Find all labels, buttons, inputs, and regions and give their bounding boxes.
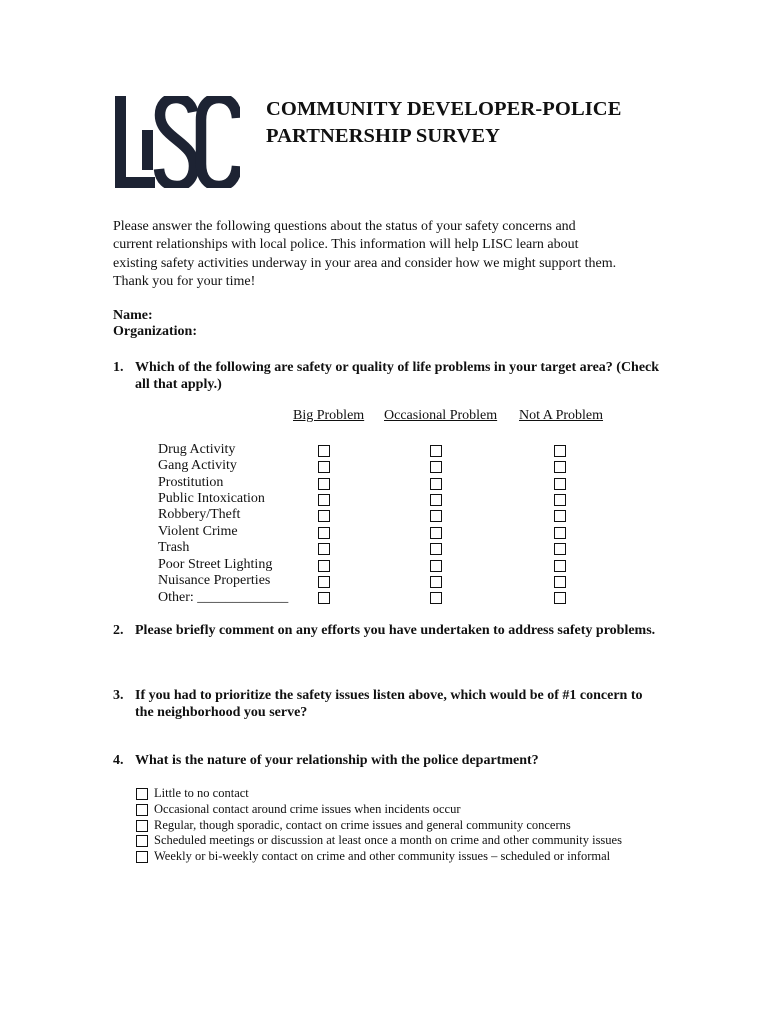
checkbox-gang-occasional[interactable] [430, 461, 442, 473]
question-number: 4. [113, 753, 124, 768]
checkbox-trash-not[interactable] [554, 543, 566, 555]
question-1-text: Which of the following are safety or quality of life problems in your target area? (Check [135, 360, 660, 375]
problem-label-trash: Trash [158, 540, 190, 555]
problem-label-other: Other: _____________ [158, 590, 289, 605]
relationship-option-label: Little to no contact [154, 786, 249, 800]
problem-label-robbery-theft: Robbery/Theft [158, 507, 241, 522]
checkbox-drug-big[interactable] [318, 445, 330, 457]
title-line-1: COMMUNITY DEVELOPER-POLICE [266, 98, 622, 120]
checkbox-intoxication-not[interactable] [554, 494, 566, 506]
problem-label-nuisance-properties: Nuisance Properties [158, 573, 271, 588]
problem-label-prostitution: Prostitution [158, 475, 224, 490]
question-3-text-cont: the neighborhood you serve? [135, 705, 308, 720]
checkbox-violent-big[interactable] [318, 527, 330, 539]
checkbox-gang-big[interactable] [318, 461, 330, 473]
checkbox-relationship-scheduled[interactable] [136, 835, 148, 847]
column-header-occasional-problem: Occasional Problem [384, 408, 498, 423]
organization-field-label: Organization: [113, 324, 197, 339]
question-1 [113, 359, 659, 393]
question-number: 3. [113, 688, 124, 703]
question-2 [113, 622, 655, 639]
column-header-not-a-problem: Not A Problem [519, 408, 604, 423]
intro-paragraph [113, 218, 673, 291]
checkbox-other-big[interactable] [318, 592, 330, 604]
question-number: 2. [113, 623, 124, 638]
checkbox-robbery-big[interactable] [318, 510, 330, 522]
checkbox-trash-occasional[interactable] [430, 543, 442, 555]
relationship-option-label: Regular, though sporadic, contact on crime issues and general community concerns [154, 818, 571, 832]
intro-line: Thank you for your time! [113, 273, 256, 289]
checkbox-lighting-not[interactable] [554, 560, 566, 572]
intro-line: current relationships with local police. This information will help LISC learn about [113, 237, 579, 253]
checkbox-robbery-not[interactable] [554, 510, 566, 522]
checkbox-prostitution-not[interactable] [554, 478, 566, 490]
checkbox-violent-not[interactable] [554, 527, 566, 539]
name-field-label: Name: [113, 308, 153, 323]
question-number: 1. [113, 360, 124, 375]
intro-line: existing safety activities underway in your area and consider how we might support them. [113, 255, 617, 271]
checkbox-other-not[interactable] [554, 592, 566, 604]
checkbox-relationship-regular[interactable] [136, 820, 148, 832]
question-4 [113, 752, 539, 769]
page-title [266, 96, 621, 150]
problem-label-poor-street-lighting: Poor Street Lighting [158, 557, 273, 572]
intro-line: Please answer the following questions about the status of your safety concerns and [113, 219, 576, 234]
question-3-text: If you had to prioritize the safety issues listen above, which would be of #1 concern to [135, 688, 643, 703]
lisc-logo [115, 96, 240, 188]
relationship-option-label: Weekly or bi-weekly contact on crime and other community issues – scheduled or informal [154, 849, 611, 863]
question-1-text-cont: all that apply.) [135, 377, 222, 392]
title-line-2: PARTNERSHIP SURVEY [266, 125, 501, 147]
problem-label-drug-activity: Drug Activity [158, 442, 236, 457]
relationship-option-label: Occasional contact around crime issues when incidents occur [154, 802, 461, 816]
checkbox-nuisance-not[interactable] [554, 576, 566, 588]
checkbox-nuisance-occasional[interactable] [430, 576, 442, 588]
column-header-big-problem: Big Problem [293, 408, 365, 423]
question-2-text: Please briefly comment on any efforts you have undertaken to address safety problems. [135, 623, 656, 638]
question-4-text: What is the nature of your relationship with the police department? [135, 753, 539, 768]
checkbox-relationship-weekly[interactable] [136, 851, 148, 863]
checkbox-relationship-little[interactable] [136, 788, 148, 800]
checkbox-intoxication-big[interactable] [318, 494, 330, 506]
checkbox-prostitution-big[interactable] [318, 478, 330, 490]
question-3 [113, 687, 643, 721]
checkbox-drug-not[interactable] [554, 445, 566, 457]
checkbox-lighting-big[interactable] [318, 560, 330, 572]
checkbox-intoxication-occasional[interactable] [430, 494, 442, 506]
checkbox-robbery-occasional[interactable] [430, 510, 442, 522]
checkbox-drug-occasional[interactable] [430, 445, 442, 457]
checkbox-other-occasional[interactable] [430, 592, 442, 604]
checkbox-trash-big[interactable] [318, 543, 330, 555]
checkbox-violent-occasional[interactable] [430, 527, 442, 539]
checkbox-gang-not[interactable] [554, 461, 566, 473]
checkbox-prostitution-occasional[interactable] [430, 478, 442, 490]
problem-label-public-intoxication: Public Intoxication [158, 491, 265, 506]
checkbox-lighting-occasional[interactable] [430, 560, 442, 572]
problem-label-gang-activity: Gang Activity [158, 458, 237, 473]
checkbox-nuisance-big[interactable] [318, 576, 330, 588]
problem-label-violent-crime: Violent Crime [158, 524, 238, 539]
relationship-option-label: Scheduled meetings or discussion at least once a month on crime and other community issues [154, 833, 622, 847]
checkbox-relationship-occasional[interactable] [136, 804, 148, 816]
